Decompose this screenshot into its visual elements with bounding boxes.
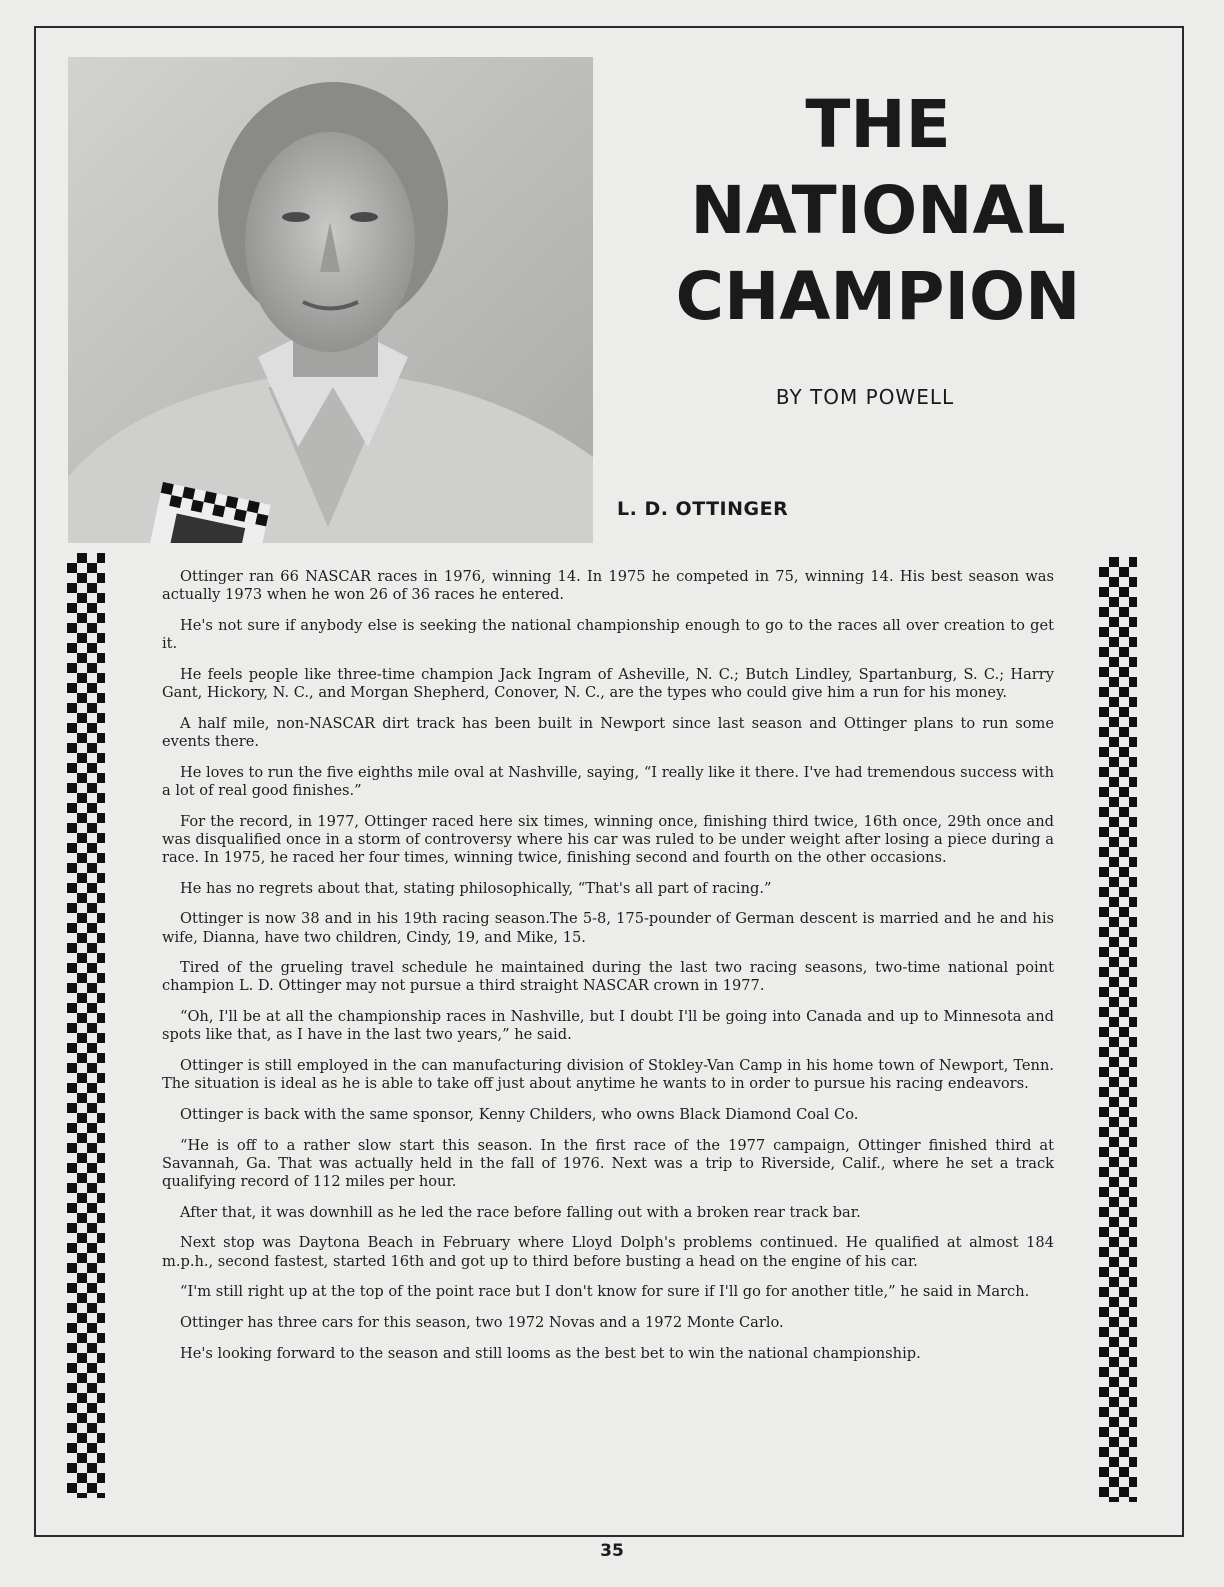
paragraph: He feels people like three-time champion Jack Ingram of Asheville, N. C.; Butch Lindley, Spartanburg, S. C.; Harry Gant, Hickory, N. C., and Morgan Shepherd, Conover, N. C., are the types who could give him a run for his money.: [162, 665, 1054, 702]
paragraph: Tired of the grueling travel schedule he maintained during the last two racing seasons, two-time national point champion L. D. Ottinger may not pursue a third straight NASCAR crown in 1977.: [162, 959, 1054, 995]
paragraph: A half mile, non-NASCAR dirt track has been built in Newport since last season and Ottinger plans to run some events there.: [162, 714, 1054, 750]
checkered-border-left: [67, 553, 105, 1498]
paragraph: Ottinger has three cars for this season, two 1972 Novas and a 1972 Monte Carlo.: [180, 1314, 784, 1332]
paragraph: He's looking forward to the season and still looms as the best bet to win the national championship.: [180, 1344, 921, 1362]
driver-photo: [68, 57, 593, 543]
title-line: THE: [805, 86, 951, 163]
paragraph: He loves to run the five eighths mile oval at Nashville, saying, “I really like it there. I've had tremendous success with a lot of real good finishes.”: [162, 763, 1054, 799]
photo-caption: L. D. OTTINGER: [617, 498, 789, 520]
article-body: [162, 568, 1054, 1376]
title-line: NATIONAL: [690, 172, 1066, 249]
byline: BY TOM POWELL: [775, 385, 955, 409]
paragraph: He's not sure if anybody else is seeking the national championship enough to go to the races all over creation to get it.: [162, 616, 1054, 653]
paragraph: Ottinger is back with the same sponsor, Kenny Childers, who owns Black Diamond Coal Co.: [180, 1105, 859, 1123]
title-line: CHAMPION: [675, 258, 1081, 335]
paragraph: “Oh, I'll be at all the championship races in Nashville, but I doubt I'll be going into Canada and up to Minnesota and spots like that, as I have in the last two years,” he said.: [162, 1008, 1054, 1044]
paragraph: After that, it was downhill as he led the race before falling out with a broken rear track bar.: [180, 1203, 861, 1221]
paragraph: Ottinger is still employed in the can manufacturing division of Stokley-Van Camp in his home town of Newport, Tenn. The situation is ideal as he is able to take off just about anytime he wants to in order to pursue his racing endeavors.: [162, 1057, 1054, 1093]
paragraph: Ottinger ran 66 NASCAR races in 1976, winning 14. In 1975 he competed in 75, winning 14. His best season was actually 1973 when he won 26 of 36 races he entered.: [162, 568, 1054, 604]
article-title: [628, 82, 1128, 340]
page-number: 35: [600, 1541, 624, 1561]
paragraph: He has no regrets about that, stating philosophically, “That's all part of racing.”: [180, 879, 772, 897]
paragraph: Ottinger is now 38 and in his 19th racing season.The 5-8, 175-pounder of German descent is married and he and his wife, Dianna, have two children, Cindy, 19, and Mike, 15.: [162, 910, 1054, 946]
checkered-border-right: [1099, 557, 1137, 1502]
paragraph: “He is off to a rather slow start this season. In the first race of the 1977 campaign, Ottinger finished third at Savannah, Ga. That was actually held in the fall of 1976. Next was a trip to Riverside, Calif., where he set a track qualifying record of 112 miles per hour.: [162, 1136, 1054, 1191]
paragraph: Next stop was Daytona Beach in February where Lloyd Dolph's problems continued. He qualified at almost 184 m.p.h., second fastest, started 16th and got up to third before busting a head on the engine of his car.: [162, 1234, 1054, 1270]
paragraph: “I'm still right up at the top of the point race but I don't know for sure if I'll go for another title,” he said in March.: [180, 1283, 1030, 1301]
paragraph: For the record, in 1977, Ottinger raced here six times, winning once, finishing third twice, 16th once, 29th once and was disqualified once in a storm of controversy where his car was ruled to be under weight after losing a piece during a race. In 1975, he raced her four times, winning twice, finishing second and fourth on the other occasions.: [162, 812, 1054, 866]
